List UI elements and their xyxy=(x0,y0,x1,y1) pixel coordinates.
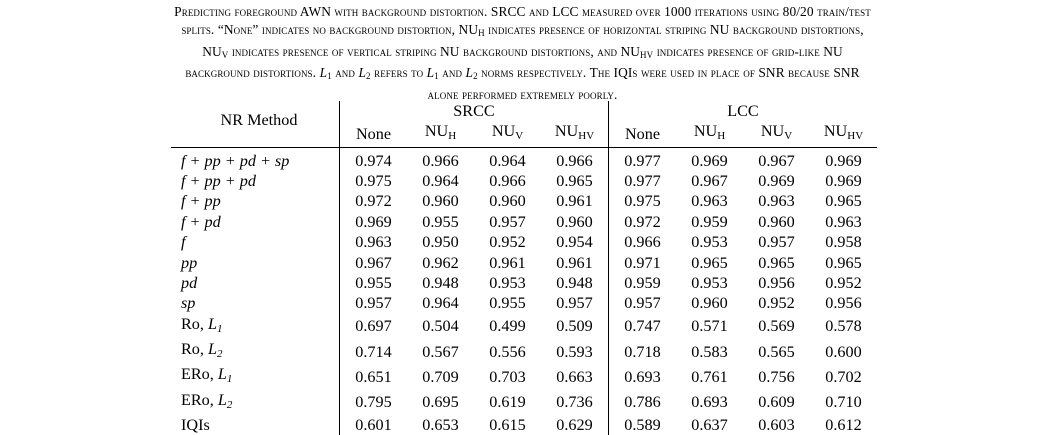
value-cell: 0.955 xyxy=(340,273,408,293)
value-cell: 0.969 xyxy=(340,212,408,232)
table-row xyxy=(171,415,877,435)
value-cell: 0.967 xyxy=(743,147,810,171)
value-cell: 0.956 xyxy=(825,294,862,313)
subcolumn-header: None xyxy=(340,121,408,147)
value-cell: 0.509 xyxy=(556,317,593,336)
value-cell: 0.629 xyxy=(556,415,593,434)
value-cell: 0.960 xyxy=(556,212,593,231)
value-cell: 0.967 xyxy=(340,253,408,273)
table-caption xyxy=(6,3,1039,104)
value-cell: 0.965 xyxy=(825,253,862,272)
value-cell: 0.603 xyxy=(758,415,795,434)
value-cell: 0.969 xyxy=(825,172,862,191)
value-cell: 0.977 xyxy=(609,147,677,171)
method-label: ERo, L1 xyxy=(181,365,233,386)
value-cell: 0.964 xyxy=(474,147,541,171)
value-cell: 0.637 xyxy=(691,415,728,434)
table-row xyxy=(171,253,877,273)
value-cell: 0.965 xyxy=(825,192,862,211)
method-label: f + pp + pd xyxy=(181,172,256,191)
value-cell: 0.695 xyxy=(422,393,459,412)
table-row xyxy=(171,232,877,252)
value-cell: 0.967 xyxy=(691,172,728,191)
value-cell: 0.956 xyxy=(758,273,795,292)
value-cell: 0.499 xyxy=(489,317,526,336)
table-row xyxy=(171,212,877,232)
value-cell: 0.969 xyxy=(676,147,743,171)
value-cell: 0.964 xyxy=(422,294,459,313)
value-cell: 0.593 xyxy=(556,342,593,361)
value-cell: 0.953 xyxy=(691,233,728,252)
value-cell: 0.718 xyxy=(609,339,677,364)
value-cell: 0.957 xyxy=(609,293,677,313)
value-cell: 0.693 xyxy=(609,364,677,389)
value-cell: 0.975 xyxy=(340,171,408,191)
value-cell: 0.952 xyxy=(825,273,862,292)
value-cell: 0.703 xyxy=(489,367,526,386)
value-cell: 0.569 xyxy=(758,317,795,336)
value-cell: 0.960 xyxy=(489,192,526,211)
value-cell: 0.960 xyxy=(691,294,728,313)
value-cell: 0.971 xyxy=(609,253,677,273)
value-cell: 0.589 xyxy=(609,415,677,435)
value-cell: 0.963 xyxy=(825,212,862,231)
method-label: sp xyxy=(181,294,196,313)
value-cell: 0.795 xyxy=(340,390,408,415)
value-cell: 0.963 xyxy=(691,192,728,211)
value-cell: 0.974 xyxy=(340,147,408,171)
caption-line-1: Predicting foreground AWN with background distortion. SRCC and LCC measured over 1000 iterations using 80/20 train/test xyxy=(174,4,871,19)
value-cell: 0.663 xyxy=(556,367,593,386)
value-cell: 0.966 xyxy=(541,147,609,171)
table-row xyxy=(171,273,877,293)
method-label: f + pd xyxy=(181,212,221,231)
value-cell: 0.972 xyxy=(609,212,677,232)
value-cell: 0.960 xyxy=(422,192,459,211)
method-label: f xyxy=(181,233,186,252)
value-cell: 0.959 xyxy=(609,273,677,293)
value-cell: 0.966 xyxy=(489,172,526,191)
subcolumn-header: None xyxy=(609,121,677,147)
subcolumn-header: NUH xyxy=(676,121,743,147)
method-label: pp xyxy=(181,253,198,272)
value-cell: 0.736 xyxy=(556,393,593,412)
value-cell: 0.948 xyxy=(556,273,593,292)
value-cell: 0.583 xyxy=(691,342,728,361)
caption-line-2: splits. “None” indicates no background distortion, $NU_H$ indicates presence of horizontal striping NU background distortions, xyxy=(181,22,864,39)
value-cell: 0.961 xyxy=(489,253,526,272)
value-cell: 0.952 xyxy=(489,233,526,252)
value-cell: 0.709 xyxy=(422,367,459,386)
method-label: pd xyxy=(181,273,198,292)
value-cell: 0.952 xyxy=(758,294,795,313)
value-cell: 0.957 xyxy=(340,293,408,313)
caption-line-5: alone performed extremely poorly. xyxy=(427,86,618,102)
value-cell: 0.710 xyxy=(825,393,862,412)
value-cell: 0.964 xyxy=(422,172,459,191)
value-cell: 0.702 xyxy=(825,367,862,386)
table-header xyxy=(171,101,877,147)
value-cell: 0.609 xyxy=(758,393,795,412)
value-cell: 0.747 xyxy=(609,314,677,339)
value-cell: 0.954 xyxy=(556,233,593,252)
table-row xyxy=(171,191,877,211)
subcolumn-header: NUH xyxy=(407,121,474,147)
value-cell: 0.975 xyxy=(609,191,677,211)
value-cell: 0.615 xyxy=(489,415,526,434)
table-row xyxy=(171,147,877,171)
value-cell: 0.761 xyxy=(691,367,728,386)
value-cell: 0.565 xyxy=(758,342,795,361)
value-cell: 0.693 xyxy=(691,393,728,412)
table-body xyxy=(171,147,877,435)
method-label: f + pp xyxy=(181,192,221,211)
value-cell: 0.955 xyxy=(489,294,526,313)
value-cell: 0.962 xyxy=(422,253,459,272)
value-cell: 0.969 xyxy=(810,147,877,171)
group-srcc: SRCC xyxy=(340,101,609,121)
method-label: ERo, L2 xyxy=(181,390,233,411)
value-cell: 0.966 xyxy=(609,232,677,252)
value-cell: 0.950 xyxy=(422,233,459,252)
value-cell: 0.619 xyxy=(489,393,526,412)
value-cell: 0.963 xyxy=(758,192,795,211)
value-cell: 0.756 xyxy=(758,367,795,386)
subcolumn-header: NUV xyxy=(743,121,810,147)
subcolumn-header: NUHV xyxy=(541,121,609,147)
value-cell: 0.504 xyxy=(422,317,459,336)
table-row xyxy=(171,364,877,389)
value-cell: 0.556 xyxy=(489,342,526,361)
value-cell: 0.953 xyxy=(489,273,526,292)
value-cell: 0.959 xyxy=(691,212,728,231)
value-cell: 0.961 xyxy=(556,253,593,272)
value-cell: 0.601 xyxy=(340,415,408,435)
table-row xyxy=(171,390,877,415)
value-cell: 0.966 xyxy=(407,147,474,171)
method-label: f + pp + pd + sp xyxy=(171,147,340,171)
value-cell: 0.958 xyxy=(825,233,862,252)
value-cell: 0.957 xyxy=(758,233,795,252)
value-cell: 0.963 xyxy=(340,232,408,252)
table-row xyxy=(171,293,877,313)
value-cell: 0.965 xyxy=(691,253,728,272)
value-cell: 0.600 xyxy=(825,342,862,361)
group-lcc: LCC xyxy=(609,101,878,121)
value-cell: 0.957 xyxy=(556,294,593,313)
value-cell: 0.965 xyxy=(556,172,593,191)
value-cell: 0.957 xyxy=(489,212,526,231)
value-cell: 0.969 xyxy=(758,172,795,191)
value-cell: 0.578 xyxy=(825,317,862,336)
subcolumn-header: NUV xyxy=(474,121,541,147)
caption-line-4: background distortions. $L_1$ and $L_2$ refers to $L_1$ and $L_2$ norms respectively. The IQIs were used in place of SNR because SNR xyxy=(185,65,860,82)
value-cell: 0.972 xyxy=(340,191,408,211)
table-row xyxy=(171,314,877,339)
subcolumn-header: NUHV xyxy=(810,121,877,147)
value-cell: 0.960 xyxy=(758,212,795,231)
row-header: NR Method xyxy=(171,101,340,147)
method-label: IQIs xyxy=(181,415,210,434)
value-cell: 0.571 xyxy=(691,317,728,336)
value-cell: 0.651 xyxy=(340,364,408,389)
value-cell: 0.786 xyxy=(609,390,677,415)
method-label: Ro, L2 xyxy=(181,340,223,361)
value-cell: 0.953 xyxy=(691,273,728,292)
value-cell: 0.612 xyxy=(825,415,862,434)
table-row xyxy=(171,171,877,191)
value-cell: 0.955 xyxy=(422,212,459,231)
value-cell: 0.697 xyxy=(340,314,408,339)
results-table xyxy=(171,101,877,435)
caption-line-3: $NU_V$ indicates presence of vertical striping NU background distortions, and $NU_{HV}$ indicates presence of grid-like NU xyxy=(202,43,843,60)
value-cell: 0.961 xyxy=(556,192,593,211)
method-label: Ro, L1 xyxy=(181,314,223,335)
value-cell: 0.977 xyxy=(609,171,677,191)
value-cell: 0.965 xyxy=(758,253,795,272)
value-cell: 0.567 xyxy=(422,342,459,361)
value-cell: 0.653 xyxy=(422,415,459,434)
value-cell: 0.948 xyxy=(422,273,459,292)
group-header-row xyxy=(171,101,877,121)
value-cell: 0.714 xyxy=(340,339,408,364)
table-row xyxy=(171,339,877,364)
